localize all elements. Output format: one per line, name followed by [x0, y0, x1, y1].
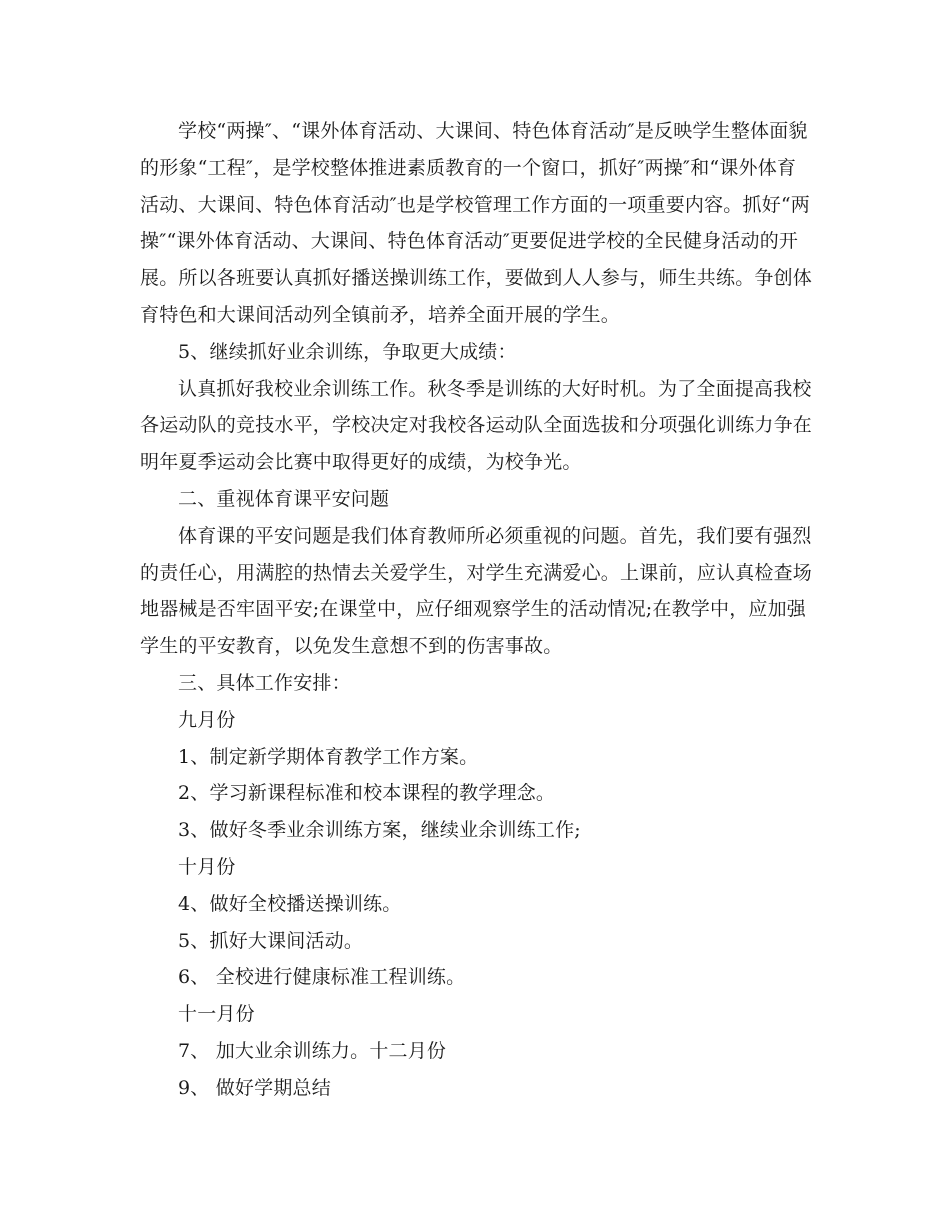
paragraph-amateur-training — [140, 371, 813, 481]
text-line: 的形象“工程″，是学校整体推进素质教育的一个窗口，抓好″两操″和“课外体育 — [140, 156, 797, 179]
text-line: 操″“课外体育活动、大课间、特色体育活动″更要促进学校的全民健身活动的开 — [140, 230, 799, 253]
section-heading-safety: 二、重视体育课平安问题 — [178, 487, 390, 510]
schedule-item: 3、做好冬季业余训练方案，继续业余训练工作; — [178, 819, 581, 842]
schedule-item: 5、抓好大课间活动。 — [178, 929, 364, 952]
text-line: 认真抓好我校业余训练工作。秋冬季是训练的大好时机。为了全面提高我校 — [178, 377, 812, 400]
paragraph-safety — [140, 518, 813, 665]
paragraph-two-exercises — [140, 113, 813, 334]
schedule-month-september: 九月份 — [178, 708, 236, 731]
schedule-month-november: 十一月份 — [178, 1003, 255, 1026]
text-line: 育特色和大课间活动列全镇前矛，培养全面开展的学生。 — [140, 303, 621, 326]
schedule-item: 2、学习新课程标准和校本课程的教学理念。 — [178, 782, 556, 805]
text-line: 学生的平安教育，以免发生意想不到的伤害事故。 — [140, 635, 563, 658]
text-line: 展。所以各班要认真抓好播送操训练工作，要做到人人参与，师生共练。争创体 — [140, 267, 813, 290]
section-heading-schedule: 三、具体工作安排： — [178, 671, 351, 694]
schedule-item: 7、 加大业余训练力。十二月份 — [178, 1039, 447, 1062]
schedule-item: 4、做好全校播送操训练。 — [178, 892, 402, 915]
schedule-list — [140, 702, 810, 1107]
schedule-item: 9、 做好学期总结 — [178, 1076, 331, 1099]
text-line: 学校“两操″、“课外体育活动、大课间、特色体育活动″是反映学生整体面貌 — [178, 120, 808, 142]
text-line: 体育课的平安问题是我们体育教师所必须重视的问题。首先，我们要有强烈 — [178, 524, 812, 547]
text-line: 活动、大课间、特色体育活动″也是学校管理工作方面的一项重要内容。抓好“两 — [140, 193, 811, 216]
text-line: 地器械是否牢固平安;在课堂中，应仔细观察学生的活动情况;在教学中，应加强 — [140, 598, 807, 621]
item-heading-5: 5、继续抓好业余训练，争取更大成绩： — [178, 340, 517, 363]
text-line: 明年夏季运动会比赛中取得更好的成绩，为校争光。 — [140, 451, 582, 474]
text-line: 的责任心，用满腔的热情去关爱学生，对学生充满爱心。上课前，应认真检查场 — [140, 561, 813, 584]
document-body — [140, 113, 813, 1107]
schedule-month-october: 十月份 — [178, 855, 236, 878]
schedule-item: 6、 全校进行健康标准工程训练。 — [178, 966, 466, 989]
text-line: 各运动队的竞技水平，学校决定对我校各运动队全面选拔和分项强化训练力争在 — [140, 414, 813, 437]
schedule-item: 1、制定新学期体育教学工作方案。 — [178, 745, 479, 768]
